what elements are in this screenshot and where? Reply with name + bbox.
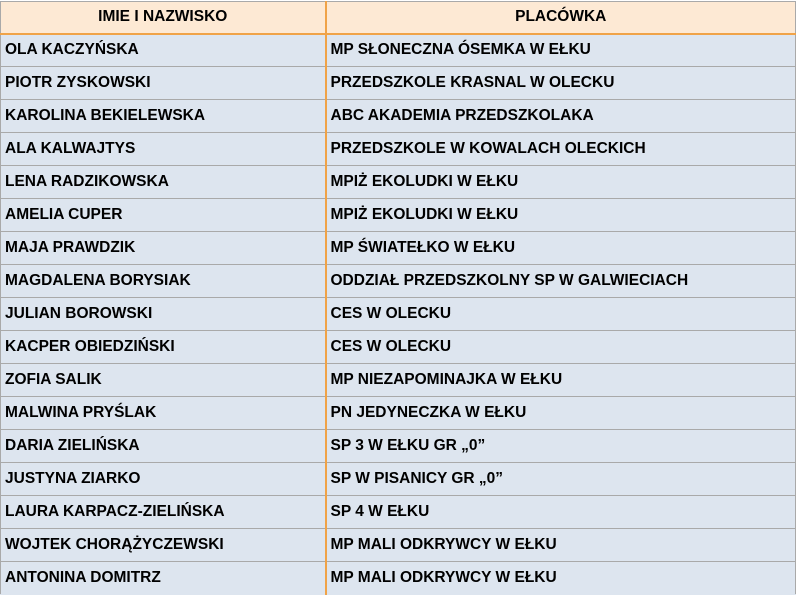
cell-institution[interactable]: CES W OLECKU — [326, 298, 796, 331]
table-row — [1, 100, 796, 133]
cell-name[interactable]: KACPER OBIEDZIŃSKI — [1, 331, 326, 364]
cell-institution[interactable]: PN JEDYNECZKA W EŁKU — [326, 397, 796, 430]
cell-institution[interactable]: ABC AKADEMIA PRZEDSZKOLAKA — [326, 100, 796, 133]
cell-name[interactable]: DARIA ZIELIŃSKA — [1, 430, 326, 463]
table-row — [1, 67, 796, 100]
cell-institution[interactable]: SP 3 W EŁKU GR „0” — [326, 430, 796, 463]
cell-name[interactable]: OLA KACZYŃSKA — [1, 34, 326, 67]
header-name[interactable]: IMIE I NAZWISKO — [1, 2, 326, 34]
cell-name[interactable]: ANTONINA DOMITRZ — [1, 562, 326, 595]
cell-institution[interactable]: PRZEDSZKOLE KRASNAL W OLECKU — [326, 67, 796, 100]
table-row — [1, 463, 796, 496]
cell-name[interactable]: LENA RADZIKOWSKA — [1, 166, 326, 199]
table-row — [1, 232, 796, 265]
table-row — [1, 496, 796, 529]
cell-institution[interactable]: PRZEDSZKOLE W KOWALACH OLECKICH — [326, 133, 796, 166]
cell-institution[interactable]: CES W OLECKU — [326, 331, 796, 364]
cell-name[interactable]: LAURA KARPACZ-ZIELIŃSKA — [1, 496, 326, 529]
table-row — [1, 34, 796, 67]
cell-name[interactable]: MAJA PRAWDZIK — [1, 232, 326, 265]
results-table — [0, 1, 796, 595]
cell-name[interactable]: KAROLINA BEKIELEWSKA — [1, 100, 326, 133]
cell-institution[interactable]: MP ŚWIATEŁKO W EŁKU — [326, 232, 796, 265]
cell-name[interactable]: ALA KALWAJTYS — [1, 133, 326, 166]
table-row — [1, 364, 796, 397]
table-row — [1, 397, 796, 430]
cell-institution[interactable]: MP MALI ODKRYWCY W EŁKU — [326, 562, 796, 595]
cell-name[interactable]: MAGDALENA BORYSIAK — [1, 265, 326, 298]
cell-name[interactable]: ZOFIA SALIK — [1, 364, 326, 397]
cell-institution[interactable]: MPIŻ EKOLUDKI W EŁKU — [326, 199, 796, 232]
cell-name[interactable]: AMELIA CUPER — [1, 199, 326, 232]
table-row — [1, 331, 796, 364]
header-row — [1, 2, 796, 34]
table-row — [1, 298, 796, 331]
cell-institution[interactable]: SP 4 W EŁKU — [326, 496, 796, 529]
cell-name[interactable]: JUSTYNA ZIARKO — [1, 463, 326, 496]
table-row — [1, 265, 796, 298]
cell-institution[interactable]: MPIŻ EKOLUDKI W EŁKU — [326, 166, 796, 199]
table-row — [1, 166, 796, 199]
table-row — [1, 529, 796, 562]
header-institution[interactable]: PLACÓWKA — [326, 2, 796, 34]
cell-name[interactable]: WOJTEK CHORĄŻYCZEWSKI — [1, 529, 326, 562]
cell-name[interactable]: JULIAN BOROWSKI — [1, 298, 326, 331]
table-row — [1, 133, 796, 166]
cell-name[interactable]: MALWINA PRYŚLAK — [1, 397, 326, 430]
table-row — [1, 430, 796, 463]
cell-institution[interactable]: MP NIEZAPOMINAJKA W EŁKU — [326, 364, 796, 397]
cell-institution[interactable]: MP SŁONECZNA ÓSEMKA W EŁKU — [326, 34, 796, 67]
table-row — [1, 562, 796, 595]
table-row — [1, 199, 796, 232]
cell-institution[interactable]: SP W PISANICY GR „0” — [326, 463, 796, 496]
cell-institution[interactable]: ODDZIAŁ PRZEDSZKOLNY SP W GALWIECIACH — [326, 265, 796, 298]
cell-name[interactable]: PIOTR ZYSKOWSKI — [1, 67, 326, 100]
cell-institution[interactable]: MP MALI ODKRYWCY W EŁKU — [326, 529, 796, 562]
table-header — [1, 2, 796, 34]
table-body — [1, 34, 796, 595]
